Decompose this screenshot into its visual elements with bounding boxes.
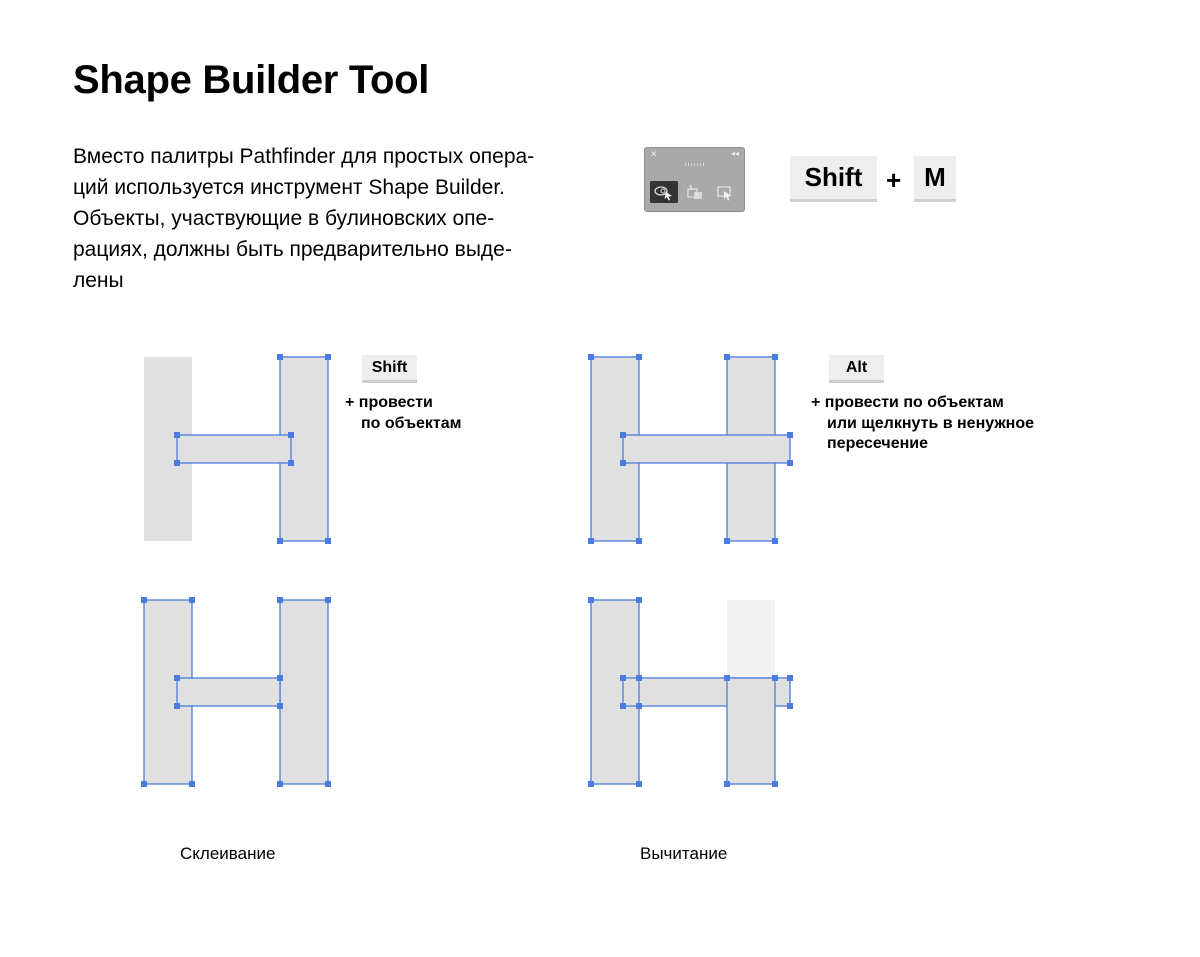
- merge-caption: Склеивание: [180, 844, 276, 863]
- crossbar: [623, 435, 790, 463]
- right-bar-remainder: [727, 678, 775, 784]
- page-title: Shape Builder Tool: [73, 58, 430, 102]
- plus-sign: +: [886, 165, 902, 195]
- subtract-instruction-line: + провести по объектам: [811, 394, 1004, 411]
- crossbar: [177, 678, 280, 706]
- merge-instruction-line: по объектам: [361, 414, 462, 432]
- intro-line: рациях, должны быть предварительно выде-: [73, 238, 512, 261]
- intro-line: ций используется инструмент Shape Builder.: [73, 176, 505, 199]
- close-icon: ✕: [650, 149, 658, 159]
- removed-region: [727, 600, 775, 678]
- alt-modifier-key: Alt: [829, 355, 884, 383]
- merge-after-illustration: [141, 597, 331, 787]
- intro-line: Вместо палитры Pathfinder для простых опера-: [73, 145, 535, 168]
- right-bar: [280, 600, 328, 784]
- merge-before-illustration: [144, 354, 331, 544]
- intro-line: Объекты, участвующие в булиновских опе-: [73, 207, 495, 230]
- collapse-icon: ◂◂: [730, 149, 739, 158]
- shift-modifier-key: Shift: [362, 355, 417, 383]
- crossbar: [177, 435, 291, 463]
- merge-instruction-line: + провести: [345, 394, 433, 411]
- shift-key: Shift: [790, 156, 877, 202]
- subtract-after-illustration: [588, 597, 793, 787]
- subtract-instruction-line: или щелкнуть в ненужное: [827, 414, 1035, 432]
- intro-line: лены: [73, 269, 124, 292]
- subtract-caption: Вычитание: [640, 844, 728, 863]
- subtract-before-illustration: [588, 354, 793, 544]
- m-key: M: [914, 156, 956, 202]
- subtract-instruction-line: пересечение: [827, 435, 929, 452]
